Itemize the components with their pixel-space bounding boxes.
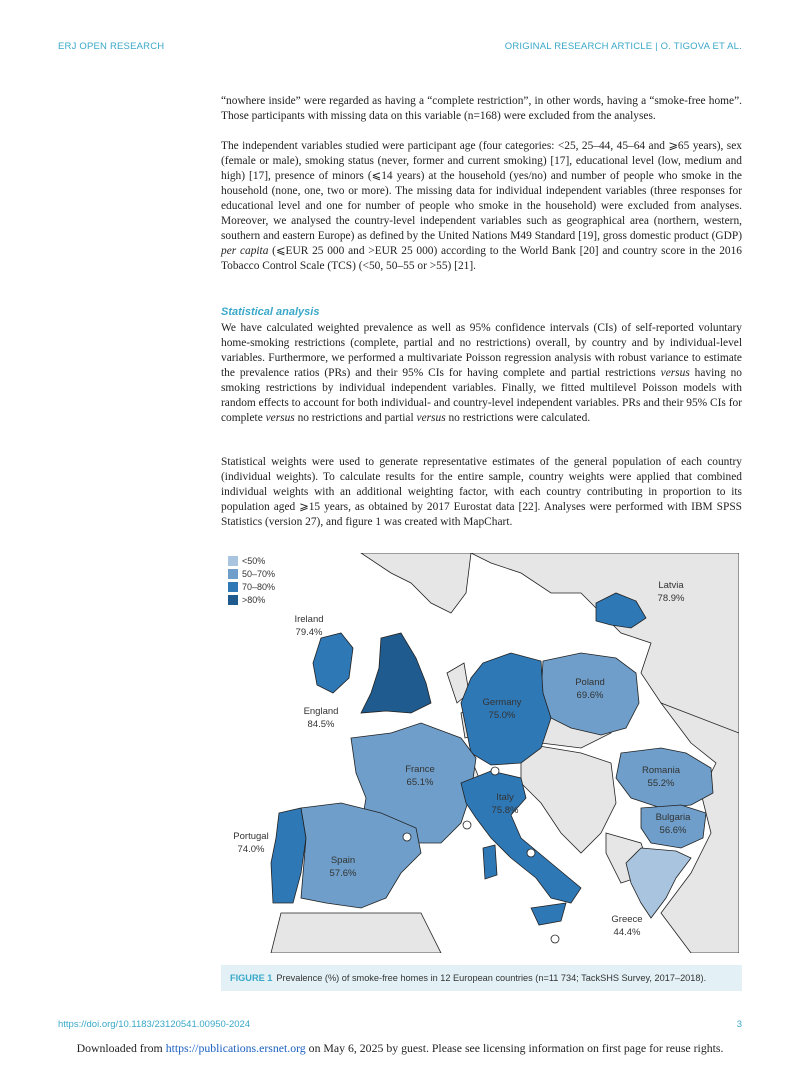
paragraph-2-text-a: The independent variables studied were participant age (four categories: <25, 25–44, 45–64 and ⩾65 years), sex (female or male), smoking status (never, former and current smoking) [17], educational level (low, medium and high) [17], presence of minors (⩽14 years) at the household (yes/no) and number of people who smoke in the household (none, one, two or more). The missing data for individual independent variables (three responses for educational level and one for number of people who smoke in the household) were excluded from analyses. Moreover, we analysed the country-level independent variables such as geographical area (northern, western, southern and eastern Europe) as defined by the United Nations M49 Standard [19], gross domestic product (GDP) bbox=[221, 140, 742, 242]
label-germany-name: Germany bbox=[482, 697, 522, 708]
legend-swatch-2 bbox=[228, 569, 238, 579]
label-italy-name: Italy bbox=[496, 792, 514, 803]
legend-label-1: <50% bbox=[242, 556, 266, 566]
capital-marker bbox=[403, 833, 411, 841]
capital-marker bbox=[491, 767, 499, 775]
figure-label: FIGURE 1 bbox=[230, 973, 273, 983]
paragraph-2-italic: per capita bbox=[221, 245, 269, 257]
publisher-link[interactable]: https://publications.ersnet.org bbox=[165, 1041, 306, 1055]
paragraph-1: “nowhere inside” were regarded as having a “complete restriction”, in other words, having a “smoke-free home”. Those participants with missing data on this variable (n=168) were excluded from the analyses. bbox=[221, 95, 742, 122]
paragraph-3-text-c: no restrictions and partial bbox=[294, 412, 417, 424]
paragraph-3-versus-1: versus bbox=[660, 367, 690, 379]
legend-label-4: >80% bbox=[242, 595, 266, 605]
label-spain-value: 57.6% bbox=[329, 868, 357, 879]
figure-caption-text: Prevalence (%) of smoke-free homes in 12 European countries (n=11 734; TackSHS Survey, 2017–2018). bbox=[276, 973, 707, 983]
label-england-value: 84.5% bbox=[307, 719, 335, 730]
label-italy-value: 75.8% bbox=[491, 805, 519, 816]
paragraph-3-text-d: no restrictions were calculated. bbox=[445, 412, 591, 424]
doi-link[interactable]: https://doi.org/10.1183/23120541.00950-2024 bbox=[58, 1019, 251, 1030]
label-romania-name: Romania bbox=[641, 765, 681, 776]
label-ireland-value: 79.4% bbox=[295, 627, 323, 638]
capital-marker bbox=[551, 935, 559, 943]
legend-swatch-1 bbox=[228, 556, 238, 566]
label-greece-name: Greece bbox=[611, 914, 643, 925]
paragraph-2 bbox=[221, 139, 742, 274]
label-portugal-value: 74.0% bbox=[237, 844, 265, 855]
label-ireland-name: Ireland bbox=[294, 614, 324, 625]
paragraph-2-text-b: (⩽EUR 25 000 and >EUR 25 000) according to the World Bank [20] and country score in the 2016 Tobacco Control Scale (TCS) (<50, 50–55 or >55) [21]. bbox=[221, 245, 742, 272]
label-bulgaria-name: Bulgaria bbox=[655, 812, 691, 823]
label-bulgaria-value: 56.6% bbox=[659, 825, 687, 836]
label-latvia-value: 78.9% bbox=[657, 593, 685, 604]
paragraph-3-text-a: We have calculated weighted prevalence as well as 95% confidence intervals (CIs) of self-reported voluntary home-smoking restrictions (complete, partial and no restrictions) overall, by country and by individual-level variables. Furthermore, we performed a multivariate Poisson regression analysis with robust variance to estimate the prevalence ratios (PRs) and their 95% CIs for having complete and partial restrictions bbox=[221, 322, 742, 379]
label-portugal-name: Portugal bbox=[233, 831, 269, 842]
label-england-name: England bbox=[303, 706, 339, 717]
label-france-value: 65.1% bbox=[406, 777, 434, 788]
figure-caption bbox=[221, 965, 742, 991]
capital-marker bbox=[527, 849, 535, 857]
label-poland-value: 69.6% bbox=[576, 690, 604, 701]
label-spain-name: Spain bbox=[330, 855, 356, 866]
paragraph-3-text-b: having no smoking restrictions by individual independent variables. Finally, we fitted multilevel Poisson models with random effects to account for both individual- and country-level independent variables. PRs and their 95% CIs for complete bbox=[221, 367, 742, 424]
download-notice bbox=[0, 1041, 800, 1056]
europe-map-figure bbox=[221, 553, 739, 953]
journal-name: ERJ OPEN RESEARCH bbox=[58, 41, 165, 52]
label-greece-value: 44.4% bbox=[613, 927, 641, 938]
download-text-b: on May 6, 2025 by guest. Please see licensing information on first page for reuse rights. bbox=[305, 1041, 724, 1055]
label-poland-name: Poland bbox=[575, 677, 605, 688]
download-text-a: Downloaded from bbox=[76, 1041, 166, 1055]
paragraph-4: Statistical weights were used to generate representative estimates of the general population of each country (individual weights). To calculate results for the entire sample, country weights were applied that combined individual weights with an additional weighting factor, with each country contributing in proportion to its population aged ⩾15 years, as obtained by 2017 Eurostat data [22]. Analyses were performed with IBM SPSS Statistics (version 27), and figure 1 was created with MapChart. bbox=[221, 456, 742, 528]
label-romania-value: 55.2% bbox=[647, 778, 675, 789]
label-germany-value: 75.0% bbox=[488, 710, 516, 721]
section-title: Statistical analysis bbox=[221, 306, 320, 318]
capital-marker bbox=[463, 821, 471, 829]
paragraph-3-versus-3: versus bbox=[416, 412, 446, 424]
page-number: 3 bbox=[736, 1019, 742, 1030]
label-latvia-name: Latvia bbox=[658, 580, 684, 591]
legend-swatch-4 bbox=[228, 595, 238, 605]
paragraph-3 bbox=[221, 321, 742, 426]
map-sardinia bbox=[483, 845, 497, 879]
legend-swatch-3 bbox=[228, 582, 238, 592]
legend-label-2: 50–70% bbox=[242, 569, 276, 579]
legend-label-3: 70–80% bbox=[242, 582, 276, 592]
paragraph-3-versus-2: versus bbox=[265, 412, 295, 424]
article-running-head: ORIGINAL RESEARCH ARTICLE | O. TIGOVA ET AL. bbox=[504, 41, 742, 52]
label-france-name: France bbox=[405, 764, 435, 775]
europe-map bbox=[221, 553, 739, 953]
